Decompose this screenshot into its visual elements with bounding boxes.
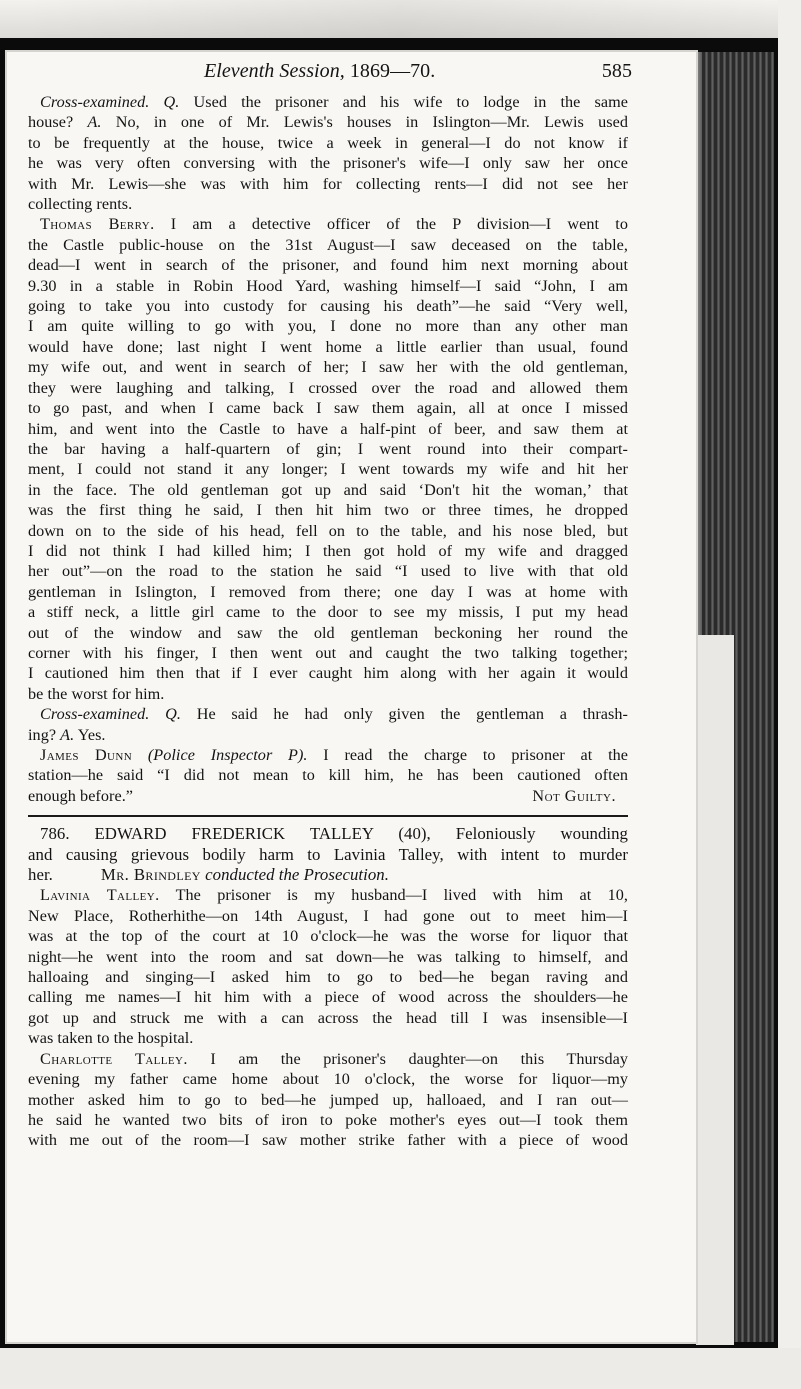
- text-line: out of the window and saw the old gentleman beckoning her round the: [28, 623, 628, 642]
- scan-bottom-margin: [0, 1348, 801, 1389]
- speaker-label: Lavinia Talley.: [40, 886, 160, 905]
- scan-shadow: [20, 0, 780, 38]
- text-line: was at the top of the court at 10 o'clock—he was the worse for liquor that: [28, 927, 628, 946]
- text-line: collecting rents.: [28, 195, 133, 214]
- text-line: [28, 885, 628, 905]
- text-line: dead—I went in search of the prisoner, and found him next morning about: [28, 256, 628, 275]
- line-text: her.: [28, 865, 53, 885]
- text-line: he said he wanted two bits of iron to poke mother's eyes out—I took them: [28, 1110, 628, 1129]
- text-line: 9.30 in a stable in Robin Hood Yard, washing himself—I said “John, I am: [28, 276, 628, 295]
- line-text: enough before.”: [28, 786, 134, 805]
- a-label: A.: [87, 113, 102, 132]
- speaker-label: Charlotte Talley.: [40, 1049, 188, 1068]
- text-line: Cross-examined. Q. He said he had only given the gentleman a thrash-: [40, 705, 628, 724]
- text-line: Cross-examined. Q. Used the prisoner and his wife to lodge in the same: [40, 93, 628, 111]
- cross-examined-label: Cross-examined.: [40, 705, 150, 724]
- text-line: [28, 214, 628, 234]
- text-line: gentleman in Islington, I removed from there; one day I was at home with: [28, 582, 628, 601]
- testimony-block-2: [28, 214, 628, 704]
- text-line: I cautioned him then that if I ever caught him along with her again it would: [28, 664, 628, 683]
- text-line: her out”—on the road to the station he said “I used to live with that old: [28, 562, 628, 581]
- verdict: Not Guilty.: [532, 786, 616, 805]
- text-line: New Place, Rotherhithe—on 14th August, I had gone out to meet him—I: [28, 906, 628, 925]
- text-line: night—he went into the room and sat down—he was talking to himself, and: [28, 947, 628, 966]
- text-line: a stiff neck, a little girl came to the door to see my missis, I put my head: [28, 603, 628, 622]
- text-line: down on to the side of his head, fell on to the table, and his nose bled, but: [28, 521, 628, 540]
- line-text: The prisoner is my husband—I lived with him at 10,: [175, 886, 629, 905]
- page-number: 585: [601, 60, 632, 82]
- text-line: was taken to the hospital.: [28, 1029, 194, 1048]
- text-line: evening my father came home about 10 o'clock, the worse for liquor—my: [28, 1070, 628, 1089]
- section-divider: [28, 815, 628, 817]
- speaker-suffix: (Police Inspector P).: [147, 746, 308, 764]
- testimony-block-6: [28, 1049, 628, 1151]
- scan-right-margin: [778, 0, 801, 1389]
- text-line: to be frequently at the house, twice a week in general—I do not know if: [28, 133, 628, 152]
- text-line: with me out of the room—I saw mother strike father with a piece of wood: [28, 1131, 628, 1150]
- speaker-label: James Dunn: [40, 746, 133, 764]
- text-line: halloaing and singing—I asked him to go to bed—he began raving and: [28, 968, 628, 987]
- a-label: A.: [60, 725, 75, 744]
- running-header: [28, 60, 632, 92]
- scan-top-margin: [0, 0, 801, 38]
- text-line: I am quite willing to go with you, I done no more than any other man: [28, 317, 628, 336]
- prosecution-name: Mr. Brindley: [100, 865, 201, 885]
- session-title: [204, 61, 435, 81]
- text-line: corner with his finger, I then went out and caught the two talking together;: [28, 643, 628, 662]
- line-text: I read the charge to prisoner at the: [323, 746, 628, 764]
- text-line: [28, 786, 628, 806]
- text-line: [28, 745, 628, 765]
- testimony-block-1: [28, 92, 628, 214]
- text-line: mother asked him to go to bed—he jumped up, halloaed, and I ran out—: [28, 1090, 628, 1109]
- testimony-block-3: [28, 704, 628, 745]
- text-line: house? A. No, in one of Mr. Lewis's houses in Islington—Mr. Lewis used: [28, 113, 628, 132]
- text-line: station—he said “I did not mean to kill him, he has been cautioned often: [28, 766, 628, 785]
- text-line: he was very often conversing with the prisoner's wife—I only saw her once: [28, 154, 628, 173]
- session-name: Eleventh Session,: [204, 60, 345, 82]
- text-line: was the first thing he said, I then hit him two or three times, he dropped: [28, 501, 628, 520]
- case-heading: [28, 824, 628, 885]
- text-line: my wife out, and went in search of her; I saw her with the old gentleman,: [28, 358, 628, 377]
- q-label: Q.: [165, 705, 181, 724]
- text-line: would have done; last night I went home a little earlier than usual, found: [28, 337, 628, 356]
- text-line: got up and struck me with a can across the head till I was insensible—I: [28, 1008, 628, 1027]
- text-line: calling me names—I hit him with a piece of wood across the shoulders—he: [28, 988, 628, 1007]
- text-line: I did not think I had killed him; I then got hold of my wife and dragged: [28, 541, 628, 560]
- text-line: the bar having a half-quartern of gin; I went round into their compart-: [28, 439, 628, 458]
- page-content: [28, 60, 632, 1151]
- text-line: ment, I could not stand it any longer; I went towards my wife and hit her: [28, 460, 628, 479]
- speaker-label: Thomas Berry.: [40, 215, 155, 234]
- text-line: in the face. The old gentleman got up and said ‘Don't hit the woman,’ that: [28, 480, 628, 499]
- line-text: I am the prisoner's daughter—on this Thursday: [210, 1049, 628, 1068]
- q-label: Q.: [163, 93, 180, 111]
- text-line: going to take you into custody for causing his death”—he said “Very well,: [28, 297, 628, 316]
- testimony-block-5: [28, 885, 628, 1048]
- text-line: him, and went into the Castle to have a half-pint of beer, and saw them at: [28, 419, 628, 438]
- text-line: ing? A. Yes.: [28, 725, 106, 744]
- testimony-block-4: [28, 745, 628, 806]
- line-text: I am a detective officer of the P division—I went to: [170, 215, 628, 234]
- case-heading-line: 786. EDWARD FREDERICK TALLEY (40), Feloniously wounding: [40, 824, 628, 844]
- session-years: 1869—70.: [349, 60, 436, 82]
- text-line: with Mr. Lewis—she was with him for collecting rents—I did not see her: [28, 174, 628, 193]
- text-line: the Castle public-house on the 31st August—I saw deceased on the table,: [28, 235, 628, 254]
- case-heading-line: [28, 865, 628, 885]
- text-line: [28, 1049, 628, 1069]
- cross-examined-label: Cross-examined.: [40, 93, 150, 111]
- underlying-page-edge: [696, 635, 734, 1345]
- text-line: to go past, and when I came back I saw them again, all at once I missed: [28, 399, 628, 418]
- text-line: be the worst for him.: [28, 684, 165, 703]
- case-heading-line: and causing grievous bodily harm to Lavinia Talley, with intent to murder: [28, 844, 628, 864]
- prosecution-text: conducted the Prosecution.: [205, 865, 389, 885]
- text-line: they were laughing and talking, I crossed over the road and allowed them: [28, 378, 628, 397]
